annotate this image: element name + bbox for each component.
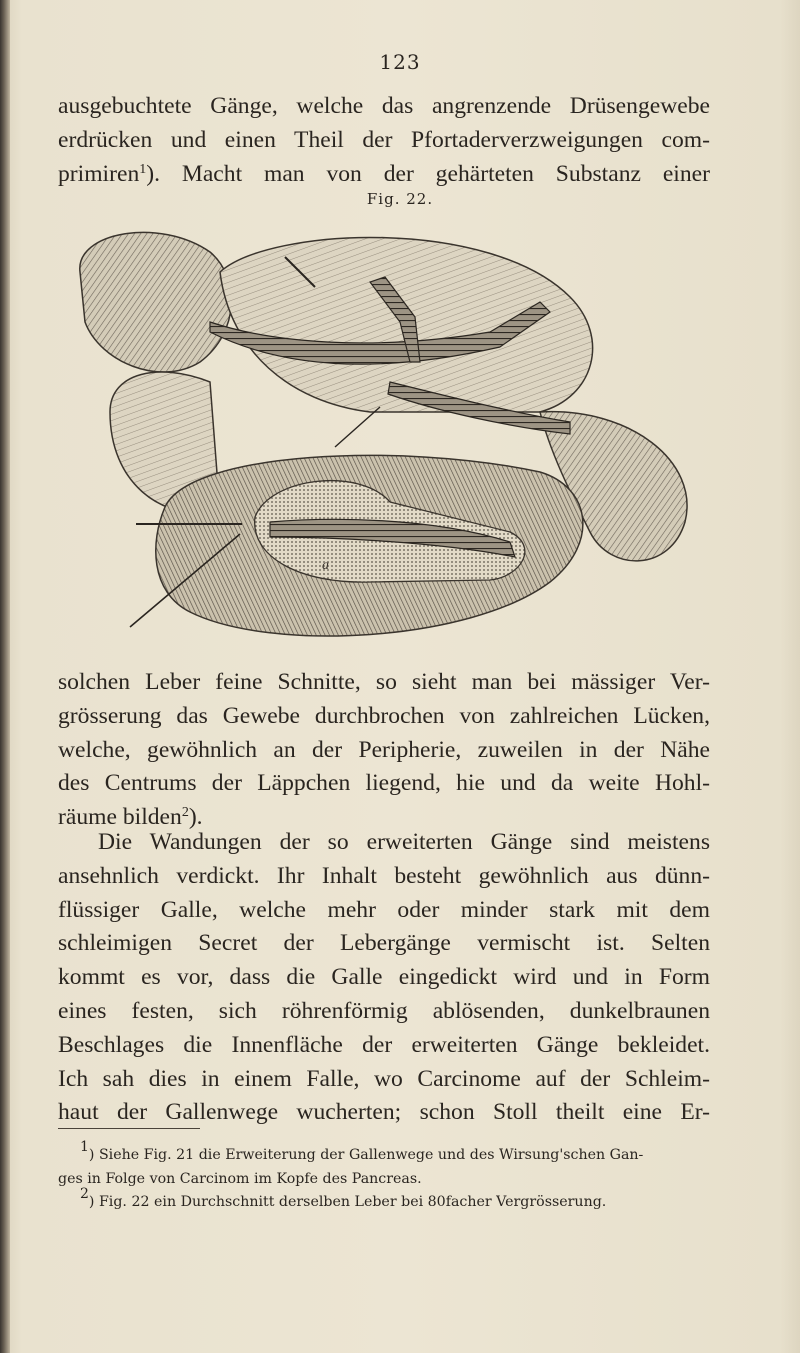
footnote-ref: 2 [181, 805, 189, 821]
page-number: 123 [379, 50, 421, 74]
footnote-1-continuation: ges in Folge von Carcinom im Kopfe des Pancreas. [58, 1170, 422, 1187]
text-line: kommt es vor, dass die Galle eingedickt wird und in Form [58, 964, 710, 991]
paragraph-top [58, 90, 710, 191]
footnote-1 [58, 1139, 710, 1168]
footnote-ref: 1 [139, 161, 147, 177]
footnote-marker: 1 [80, 1139, 89, 1155]
text-line: solchen Leber feine Schnitte, so sieht man bei mässiger Ver- [58, 669, 710, 695]
text-line: ansehnlich verdickt. Ihr Inhalt besteht gewöhnlich aus dünn- [58, 862, 710, 889]
footnote-text: ) Siehe Fig. 21 die Erweiterung der Gallenwege und des Wirsung'schen Gan- [88, 1147, 644, 1163]
text-line [58, 158, 710, 192]
footnote-divider [58, 1128, 200, 1129]
text-line: grösserung das Gewebe durchbrochen von zahlreichen Lücken, [58, 702, 710, 729]
text-line: des Centrums der Läppchen liegend, hie und da weite Hohl- [58, 770, 710, 797]
figure-caption: Fig. 22. [366, 190, 434, 208]
text-line: schleimigen Secret der Lebergänge vermischt ist. Selten [58, 930, 710, 957]
text-fragment: räume bilden [58, 804, 182, 831]
paragraph-bottom [58, 826, 710, 1130]
footnote-text: ) Fig. 22 ein Durchschnitt derselben Leber bei 80facher Vergrösserung. [88, 1194, 607, 1210]
text-fragment: ). [188, 804, 203, 831]
text-line: Die Wandungen der so erweiterten Gänge sind meistens [98, 829, 710, 855]
text-fragment: primiren [58, 160, 140, 187]
footnote-2 [58, 1186, 710, 1215]
text-line: ausgebuchtete Gänge, welche das angrenzende Drüsengewebe [58, 93, 710, 119]
figure-label-a: a [322, 558, 329, 573]
text-line: eines festen, sich röhrenförmig ablösenden, dunkelbraunen [58, 997, 710, 1024]
text-line: erdrücken und einen Theil der Pfortaderverzweigungen com- [58, 126, 710, 153]
text-line: flüssiger Galle, welche mehr oder minder stark mit dem [58, 896, 710, 923]
text-fragment: ). Macht man von der gehärteten Substanz einer [146, 160, 710, 187]
liver-section-illustration [70, 212, 710, 660]
footnotes [58, 1139, 710, 1215]
text-line: Ich sah dies in einem Falle, wo Carcinome auf der Schleim- [58, 1065, 710, 1092]
footnote-marker: 2 [80, 1186, 89, 1202]
text-line: haut der Gallenwege wucherten; schon Stoll theilt eine Er- [58, 1099, 710, 1126]
paragraph-mid [58, 666, 710, 835]
text-line: Beschlages die Innenfläche der erweiterten Gänge bekleidet. [58, 1031, 710, 1058]
text-line: welche, gewöhnlich an der Peripherie, zuweilen in der Nähe [58, 736, 710, 763]
